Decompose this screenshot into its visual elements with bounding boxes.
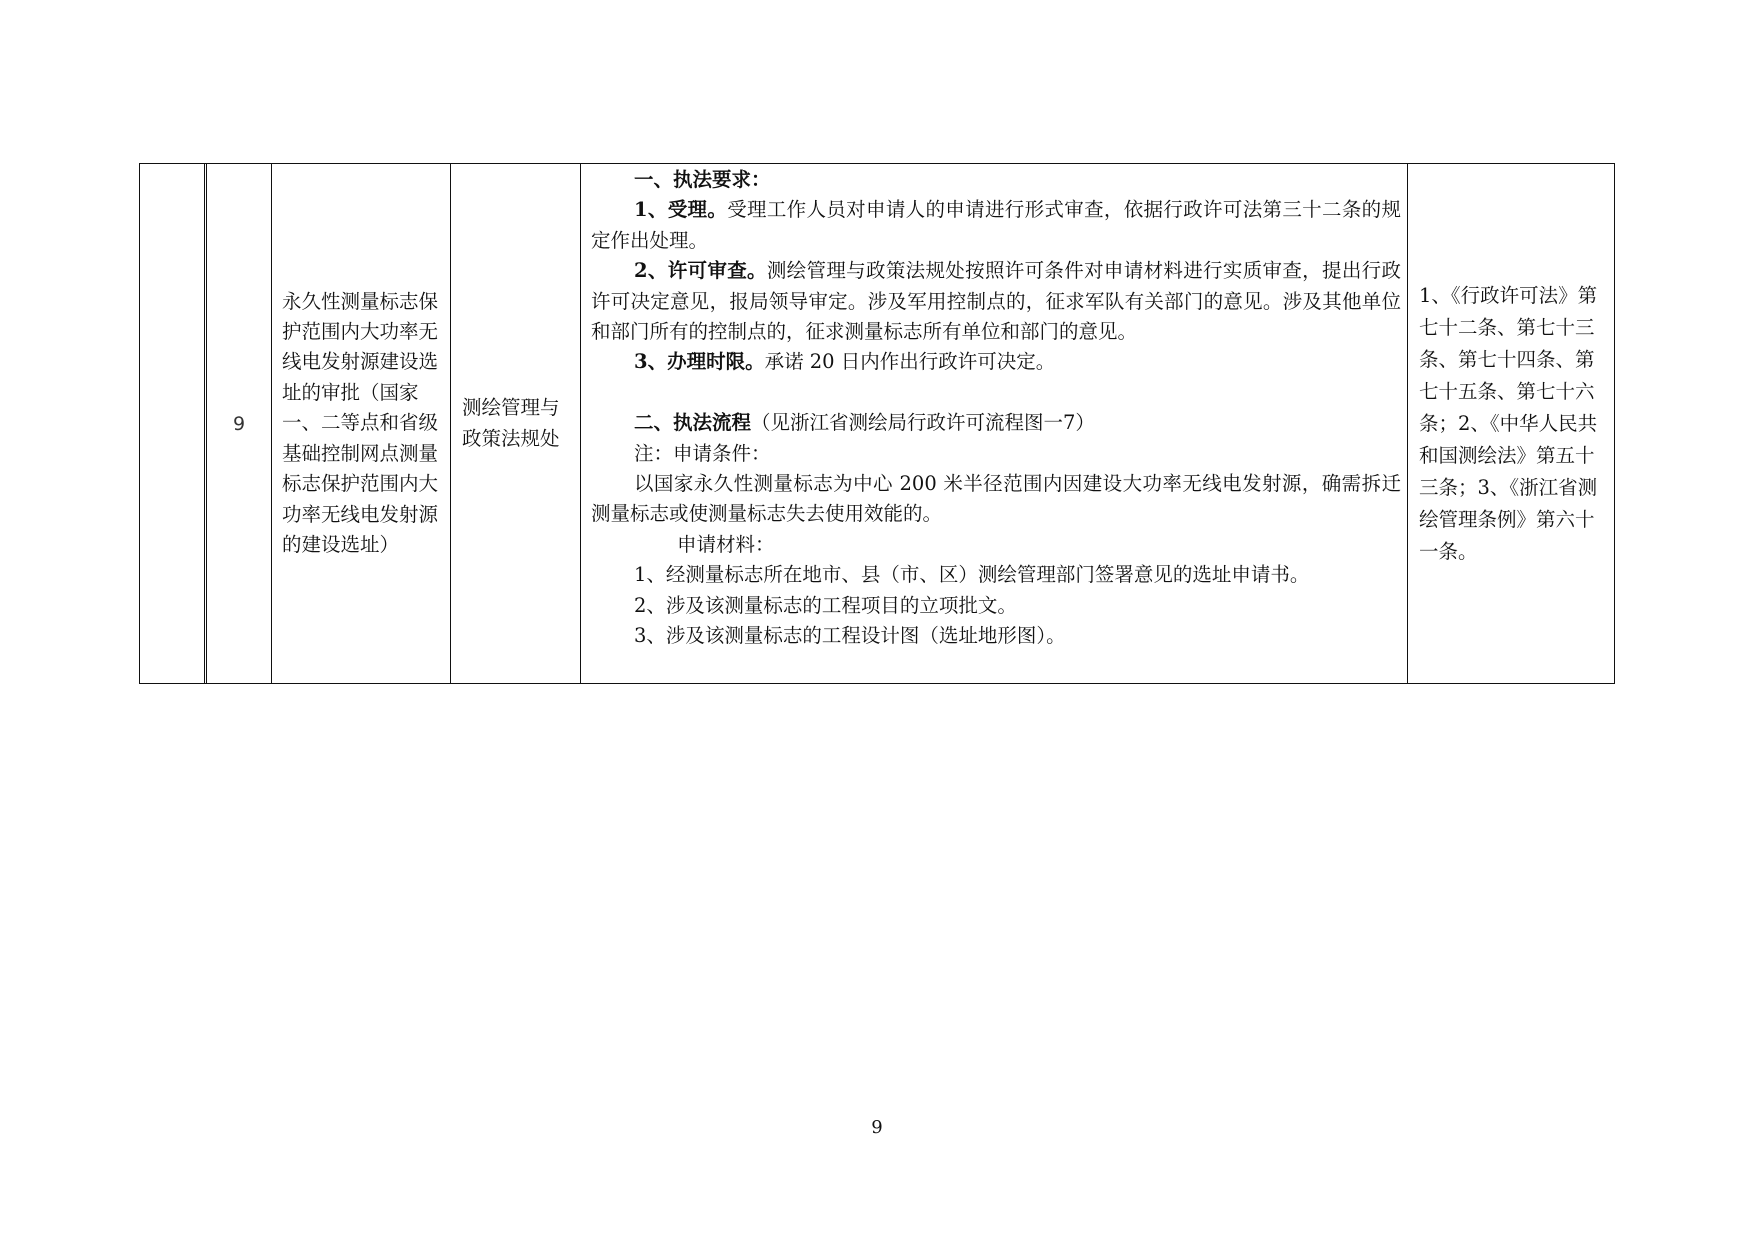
category-cell	[140, 163, 204, 684]
review-title: 2、许可审查。	[634, 259, 767, 283]
item-name: 永久性测量标志保护范围内大功率无线电发射源建设选址的审批（国家一、二等点和省级基础控制网点测量标志保护范围内大功率无线电发射源的建设选址）	[282, 289, 439, 556]
time-limit-text: 承诺 20 日内作出行政许可决定。	[764, 350, 1056, 374]
row-number-cell	[207, 163, 271, 684]
column-divider	[1614, 163, 1615, 684]
requirements-heading: 一、执法要求：	[634, 168, 771, 191]
department-cell	[451, 163, 580, 684]
material-item: 3、涉及该测量标志的工程设计图（选址地形图）。	[634, 624, 1066, 648]
department-name: 测绘管理与政策法规处	[462, 396, 560, 450]
material-item: 1、经测量标志所在地市、县（市、区）测绘管理部门签署意见的选址申请书。	[634, 563, 1310, 587]
item-name-cell	[272, 163, 450, 684]
column-divider	[204, 163, 205, 684]
time-limit-title: 3、办理时限。	[634, 350, 765, 374]
page-number: 9	[871, 1117, 883, 1138]
enforcement-table	[139, 163, 1615, 684]
process-heading-note: （见浙江省测绘局行政许可流程图一7）	[751, 411, 1095, 435]
review-text: 测绘管理与政策法规处按照许可条件对申请材料进行实质审查，提出行政许可决定意见，报局领导审定。涉及军用控制点的，征求军队有关部门的意见。涉及其他单位和部门所有的控制点的，征求测量标志所有单位和部门的意见。	[591, 259, 1401, 344]
acceptance-text: 受理工作人员对申请人的申请进行形式审查，依据行政许可法第三十二条的规定作出处理。	[591, 198, 1401, 252]
acceptance-title: 1、受理。	[634, 198, 728, 222]
condition-text: 以国家永久性测量标志为中心 200 米半径范围内因建设大功率无线电发射源，确需拆迁测量标志或使测量标志失去使用效能的。	[591, 472, 1401, 526]
material-item: 2、涉及该测量标志的工程项目的立项批文。	[634, 593, 1017, 617]
condition-label: 注：申请条件：	[634, 441, 771, 465]
legal-basis: 1、《行政许可法》第七十二条、第七十三条、第七十四条、第七十五条、第七十六条；2、《中华人民共和国测绘法》第五十三条；3、《浙江省测绘管理条例》第六十一条。	[1419, 283, 1598, 563]
process-heading: 二、执法流程	[634, 411, 752, 435]
requirements-cell	[581, 163, 1407, 684]
row-number: 9	[232, 412, 246, 435]
materials-label: 申请材料：	[677, 532, 775, 556]
legal-basis-cell	[1408, 163, 1614, 684]
